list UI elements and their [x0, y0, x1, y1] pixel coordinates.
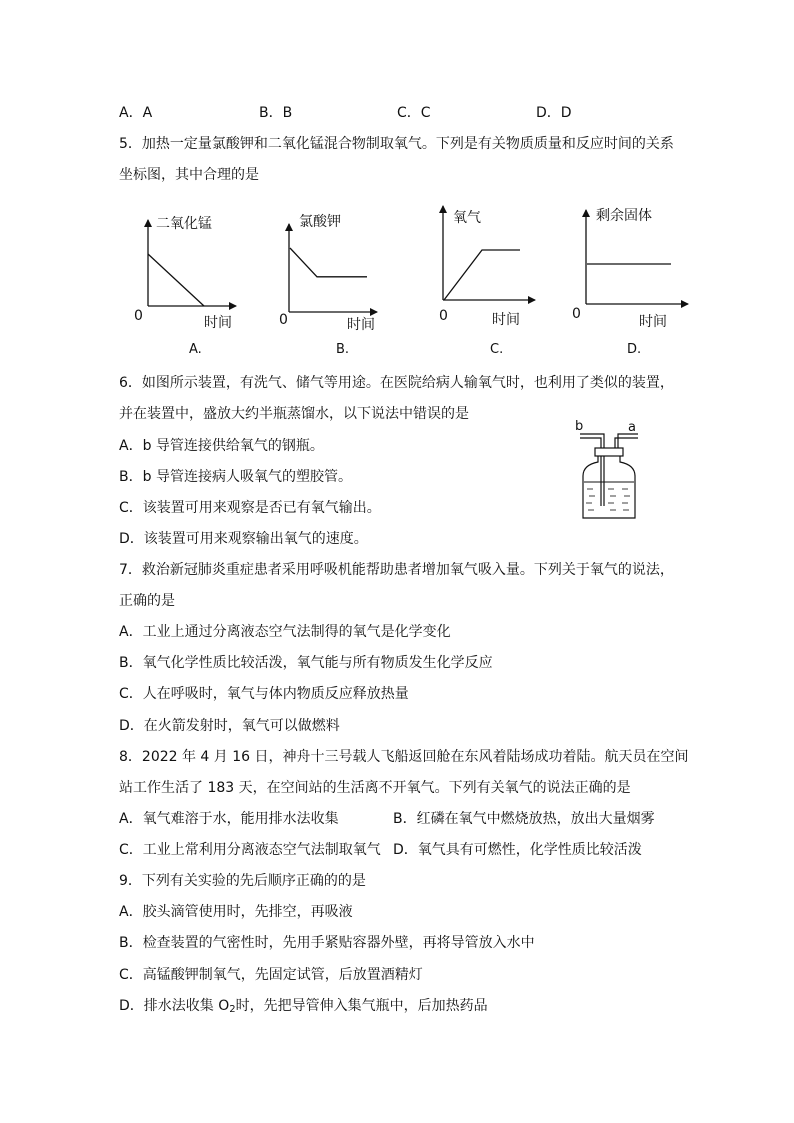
q7-option-a[interactable]: A．工业上通过分离液态空气法制得的氧气是化学变化 — [119, 624, 451, 640]
q4-option-d[interactable]: D．D — [536, 105, 572, 121]
q7-option-b[interactable]: B．氧气化学性质比较活泼，氧气能与所有物质发生化学反应 — [119, 655, 493, 671]
q8-option-b[interactable]: B．红磷在氧气中燃烧放热，放出大量烟雾 — [393, 811, 655, 827]
q9-option-d-pre: D．排水法收集 O — [119, 998, 230, 1014]
q9-option-b[interactable]: B．检查装置的气密性时，先用手紧贴容器外壁，再将导管放入水中 — [119, 935, 535, 951]
q7-option-d[interactable]: D．在火箭发射时，氧气可以做燃料 — [119, 718, 340, 734]
chart-b — [271, 202, 391, 336]
chart-b-xlabel: 时间 — [347, 317, 375, 333]
q6-stem-line2: 并在装置中，盛放大约半瓶蒸馏水，以下说法中错误的是 — [119, 406, 469, 422]
chart-d-ylabel: 剩余固体 — [596, 208, 652, 224]
q6-option-b[interactable]: B．b 导管连接病人吸氧气的塑胶管。 — [119, 469, 352, 485]
q5-stem-line1: 5．加热一定量氯酸钾和二氧化锰混合物制取氧气。下列是有关物质质量和反应时间的关系 — [119, 136, 674, 152]
q6-option-d[interactable]: D．该装置可用来观察输出氧气的速度。 — [119, 531, 368, 547]
chart-d-svg — [568, 202, 693, 332]
chart-c-caption[interactable]: C. — [490, 342, 504, 357]
q4-option-a[interactable]: A．A — [119, 105, 153, 121]
chart-d-caption[interactable]: D. — [627, 342, 642, 357]
q9-option-a[interactable]: A．胶头滴管使用时，先排空，再吸液 — [119, 904, 353, 920]
chart-b-caption[interactable]: B. — [336, 342, 350, 357]
q8-stem-line2: 站工作生活了 183 天，在空间站的生活离不开氧气。下列有关氧气的说法正确的是 — [119, 780, 631, 796]
gas-washing-bottle-figure — [572, 418, 652, 528]
gas-washing-bottle-svg — [572, 418, 652, 524]
chart-a-xlabel: 时间 — [204, 315, 232, 331]
q5-stem-line2: 坐标图，其中合理的是 — [119, 167, 259, 183]
q8-option-c[interactable]: C．工业上常利用分离液态空气法制取氧气 — [119, 842, 381, 858]
chart-d — [568, 202, 693, 336]
chart-c-ylabel: 氧气 — [453, 210, 481, 226]
q6-option-a[interactable]: A．b 导管连接供给氧气的钢瓶。 — [119, 438, 324, 454]
q6-stem-line1: 6．如图所示装置，有洗气、储气等用途。在医院给病人输氧气时，也利用了类似的装置， — [119, 375, 674, 391]
chart-d-origin: 0 — [572, 306, 581, 322]
q8-stem-line1: 8．2022 年 4 月 16 日，神舟十三号载人飞船返回舱在东风着陆场成功着陆。航天员在空间 — [119, 749, 689, 765]
tube-b-label: b — [575, 419, 584, 434]
q9-option-d-post: 时，先把导管伸入集气瓶中，后加热药品 — [235, 998, 488, 1014]
chart-a-ylabel: 二氧化锰 — [156, 216, 212, 232]
q9-stem: 9．下列有关实验的先后顺序正确的的是 — [119, 873, 366, 889]
q7-stem-line2: 正确的是 — [119, 593, 175, 609]
chart-a-series-line — [148, 254, 204, 306]
q8-option-d[interactable]: D．氧气具有可燃性，化学性质比较活泼 — [393, 842, 642, 858]
chart-a-caption[interactable]: A. — [189, 342, 202, 357]
chart-a-origin: 0 — [134, 308, 143, 324]
q8-option-a[interactable]: A．氧气难溶于水，能用排水法收集 — [119, 811, 339, 827]
chart-a — [130, 202, 250, 336]
q7-stem-line1: 7．救治新冠肺炎重症患者采用呼吸机能帮助患者增加氧气吸入量。下列关于氧气的说法， — [119, 562, 674, 578]
q6-option-c[interactable]: C．该装置可用来观察是否已有氧气输出。 — [119, 500, 381, 516]
chart-d-xlabel: 时间 — [639, 314, 667, 330]
chart-c-origin: 0 — [439, 308, 448, 324]
chart-b-svg — [271, 202, 391, 332]
q4-option-b[interactable]: B．B — [259, 105, 293, 121]
chart-b-origin: 0 — [279, 312, 288, 328]
chart-b-series-line — [290, 248, 367, 277]
q4-option-c[interactable]: C．C — [397, 105, 431, 121]
chart-c-xlabel: 时间 — [492, 312, 520, 328]
chart-a-svg — [130, 202, 250, 332]
q9-option-d-subscript: 2 — [229, 1004, 236, 1015]
chart-b-ylabel: 氯酸钾 — [299, 214, 341, 230]
chart-c-svg — [425, 202, 545, 332]
chart-c — [425, 202, 545, 336]
chart-c-series-line — [444, 250, 520, 300]
q9-option-d[interactable] — [119, 996, 488, 1020]
q9-option-c[interactable]: C．高锰酸钾制氧气，先固定试管，后放置酒精灯 — [119, 967, 423, 983]
q7-option-c[interactable]: C．人在呼吸时，氧气与体内物质反应释放热量 — [119, 686, 409, 702]
q4-options-row — [119, 103, 679, 123]
tube-a-label: a — [628, 420, 636, 435]
